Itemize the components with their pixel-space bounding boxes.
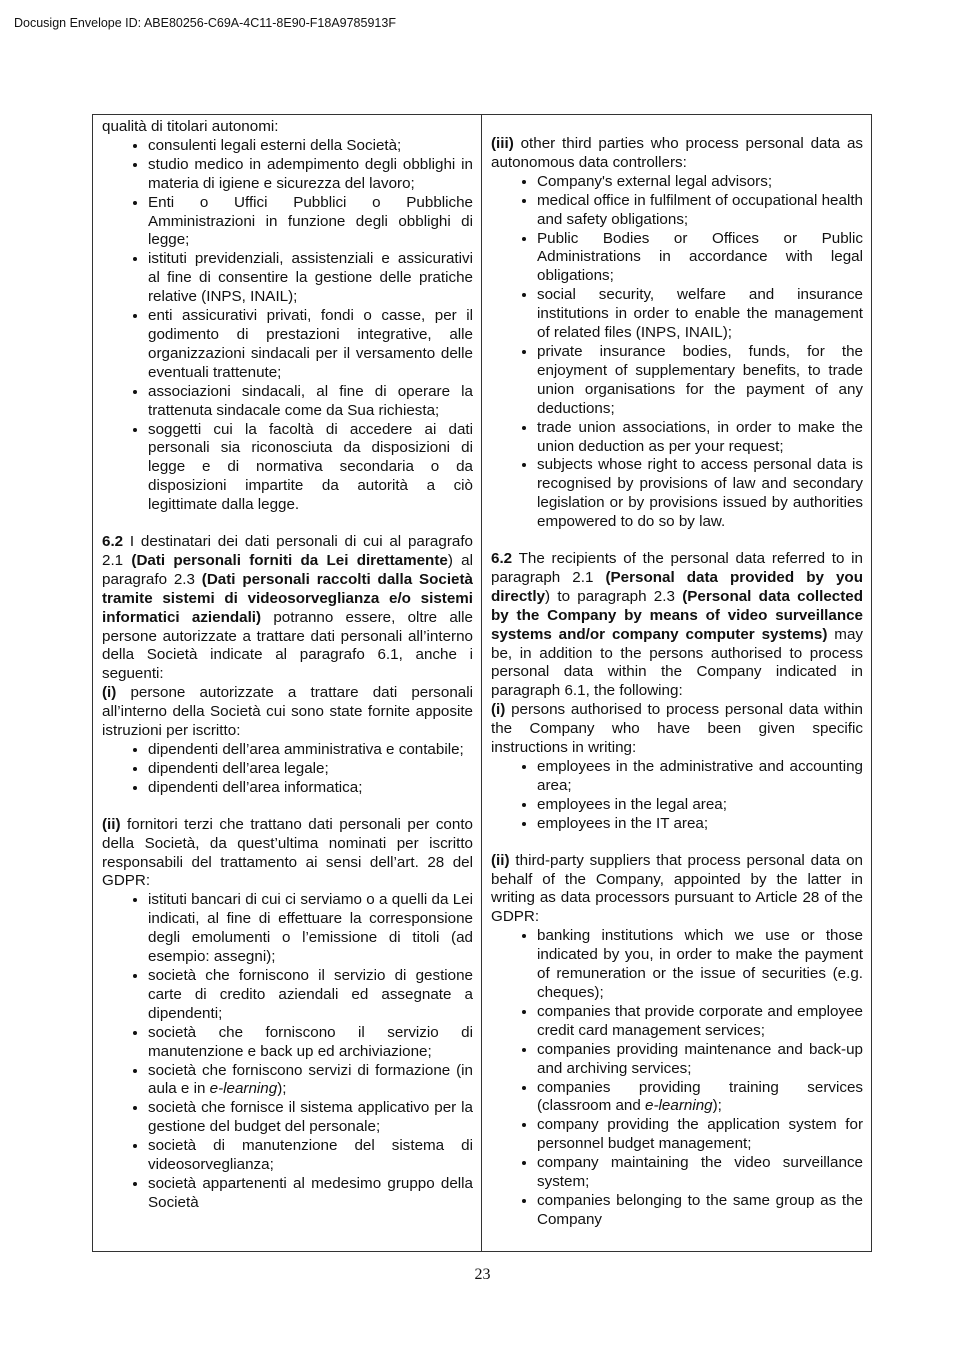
list-item: • Public Bodies or Offices or Public Administrations in accordance with legal obligations; — [537, 230, 863, 287]
list-item: • company providing the application system for personnel budget management; — [537, 1116, 863, 1154]
suppliers-list — [491, 927, 863, 1230]
page-number: 23 — [474, 1266, 491, 1283]
docusign-envelope-id: Docusign Envelope ID: ABE80256-C69A-4C11-8E90-F18A9785913F — [14, 16, 396, 30]
bilingual-table — [92, 114, 872, 1252]
list-item: • medical office in fulfilment of occupational health and safety obligations; — [537, 192, 863, 230]
authorised-persons-list — [102, 741, 473, 798]
list-item: • dipendenti dell’area informatica; — [148, 779, 473, 798]
italian-column — [93, 115, 482, 1251]
item-ii: (ii) fornitori terzi che trattano dati personali per conto della Società, da quest’ultima nominati per iscritto responsabili del trattamento ai sensi dell’art. 28 del GDPR: — [102, 815, 473, 890]
list-item: • private insurance bodies, funds, for the enjoyment of supplementary benefits, to trade union organisations for the payment of any deductions; — [537, 343, 863, 419]
list-item: • società che forniscono servizi di formazione (in aula e in e-learning); — [148, 1062, 473, 1100]
list-item: • consulenti legali esterni della Società; — [148, 137, 473, 156]
list-item: • istituti bancari di cui ci serviamo o a quelli da Lei indicati, al fine di effettuare la corresponsione degli emolumenti o l’emissione di titoli (ad esempio: assegni); — [148, 891, 473, 967]
list-item: • employees in the legal area; — [537, 796, 863, 815]
list-item: • dipendenti dell’area legale; — [148, 760, 473, 779]
paragraph-6-2: 6.2 I destinatari dei dati personali di cui al paragrafo 2.1 (Dati personali forniti da Lei direttamente) al paragrafo 2.3 (Dati personali raccolti dalla Società tramite sistemi di videosorveglianza e/o sistemi informatici aziendali) potranno essere, oltre alle persone autorizzate a trattare dati personali all’interno della Società indicate al paragrafo 6.1, anche i seguenti: — [102, 533, 474, 683]
list-item: • employees in the administrative and accounting area; — [537, 758, 863, 796]
paragraph-6-2: 6.2 The recipients of the personal data referred to in paragraph 2.1 (Personal data provided by you directly) to paragraph 2.3 (Personal data collected by the Company by means of video surveillance systems and/or company computer systems) may be, in addition to the persons authorised to process personal data within the Company indicated in paragraph 6.1, the following: — [491, 550, 863, 700]
list-item: • istituti previdenziali, assistenziali e assicurativi al fine di consentire la gestione delle pratiche relative (INPS, INAIL); — [148, 250, 473, 307]
list-item: • società che forniscono il servizio di manutenzione e back up ed archiviazione; — [148, 1024, 473, 1062]
autonomous-controllers-list — [491, 173, 863, 532]
section-number: 6.2 — [102, 533, 124, 551]
item-i: (i) persone autorizzate a trattare dati personali all’interno della Società cui sono state fornite apposite istruzioni per iscritto: — [102, 684, 473, 740]
list-item: • Company's external legal advisors; — [537, 173, 863, 192]
list-item: • companies providing training services (classroom and e-learning); — [537, 1079, 863, 1117]
list-item: • società che forniscono il servizio di gestione carte di credito aziendali ed assegnate a dipendenti; — [148, 967, 473, 1024]
list-item: • subjects whose right to access personal data is recognised by provisions of law and secondary legislation or by provisions issued by authorities empowered to do so by law. — [537, 456, 863, 532]
item-ii: (ii) third-party suppliers that process personal data on behalf of the Company, appointed by the latter in writing as data processors pursuant to Article 28 of the GDPR: — [491, 851, 863, 926]
english-column — [482, 115, 871, 1251]
list-item: • banking institutions which we use or those indicated by you, in order to make the payment of remuneration or the issue of securities (e.g. cheques); — [537, 927, 863, 1003]
section-number: 6.2 — [491, 550, 513, 568]
item-iii: (iii) other third parties who process personal data as autonomous data controllers: — [491, 135, 863, 171]
list-item: • società appartenenti al medesimo gruppo della Società — [148, 1175, 473, 1213]
item-i: (i) persons authorised to process personal data within the Company who have been given specific instructions in writing: — [491, 701, 863, 757]
list-item: • dipendenti dell’area amministrativa e contabile; — [148, 741, 473, 760]
list-item: • enti assicurativi privati, fondi o casse, per il godimento di prestazioni integrative, alle organizzazioni sindacali per il versamento delle eventuali trattenute; — [148, 307, 473, 383]
list-item: • social security, welfare and insurance institutions in order to enable the management of related files (INPS, INAIL); — [537, 286, 863, 343]
list-item: • associazioni sindacali, al fine di operare la trattenuta sindacale come da Sua richiesta; — [148, 383, 473, 421]
list-item: • companies providing maintenance and back-up and archiving services; — [537, 1041, 863, 1079]
list-item: • studio medico in adempimento degli obblighi in materia di igiene e sicurezza del lavoro; — [148, 156, 473, 194]
autonomous-controllers-list — [102, 137, 473, 515]
list-item: • company maintaining the video surveillance system; — [537, 1154, 863, 1192]
list-item: • employees in the IT area; — [537, 815, 863, 834]
list-item: • trade union associations, in order to make the union deduction as per your request; — [537, 419, 863, 457]
list-item: • Enti o Uffici Pubblici o Pubbliche Amministrazioni in funzione degli obblighi di legge; — [148, 194, 473, 251]
list-item: • companies that provide corporate and employee credit card management services; — [537, 1003, 863, 1041]
list-item: • società che fornisce il sistema applicativo per la gestione del budget del personale; — [148, 1099, 473, 1137]
intro-text: qualità di titolari autonomi: — [102, 118, 279, 135]
list-item: • società di manutenzione del sistema di videosorveglianza; — [148, 1137, 473, 1175]
list-item: • soggetti cui la facoltà di accedere ai dati personali sia riconosciuta da disposizioni di legge e di normativa secondaria o da disposizioni impartite da autorità a ciò legittimate dalla legge. — [148, 421, 473, 516]
authorised-persons-list — [491, 758, 863, 834]
suppliers-list — [102, 891, 473, 1212]
list-item: • companies belonging to the same group as the Company — [537, 1192, 863, 1230]
